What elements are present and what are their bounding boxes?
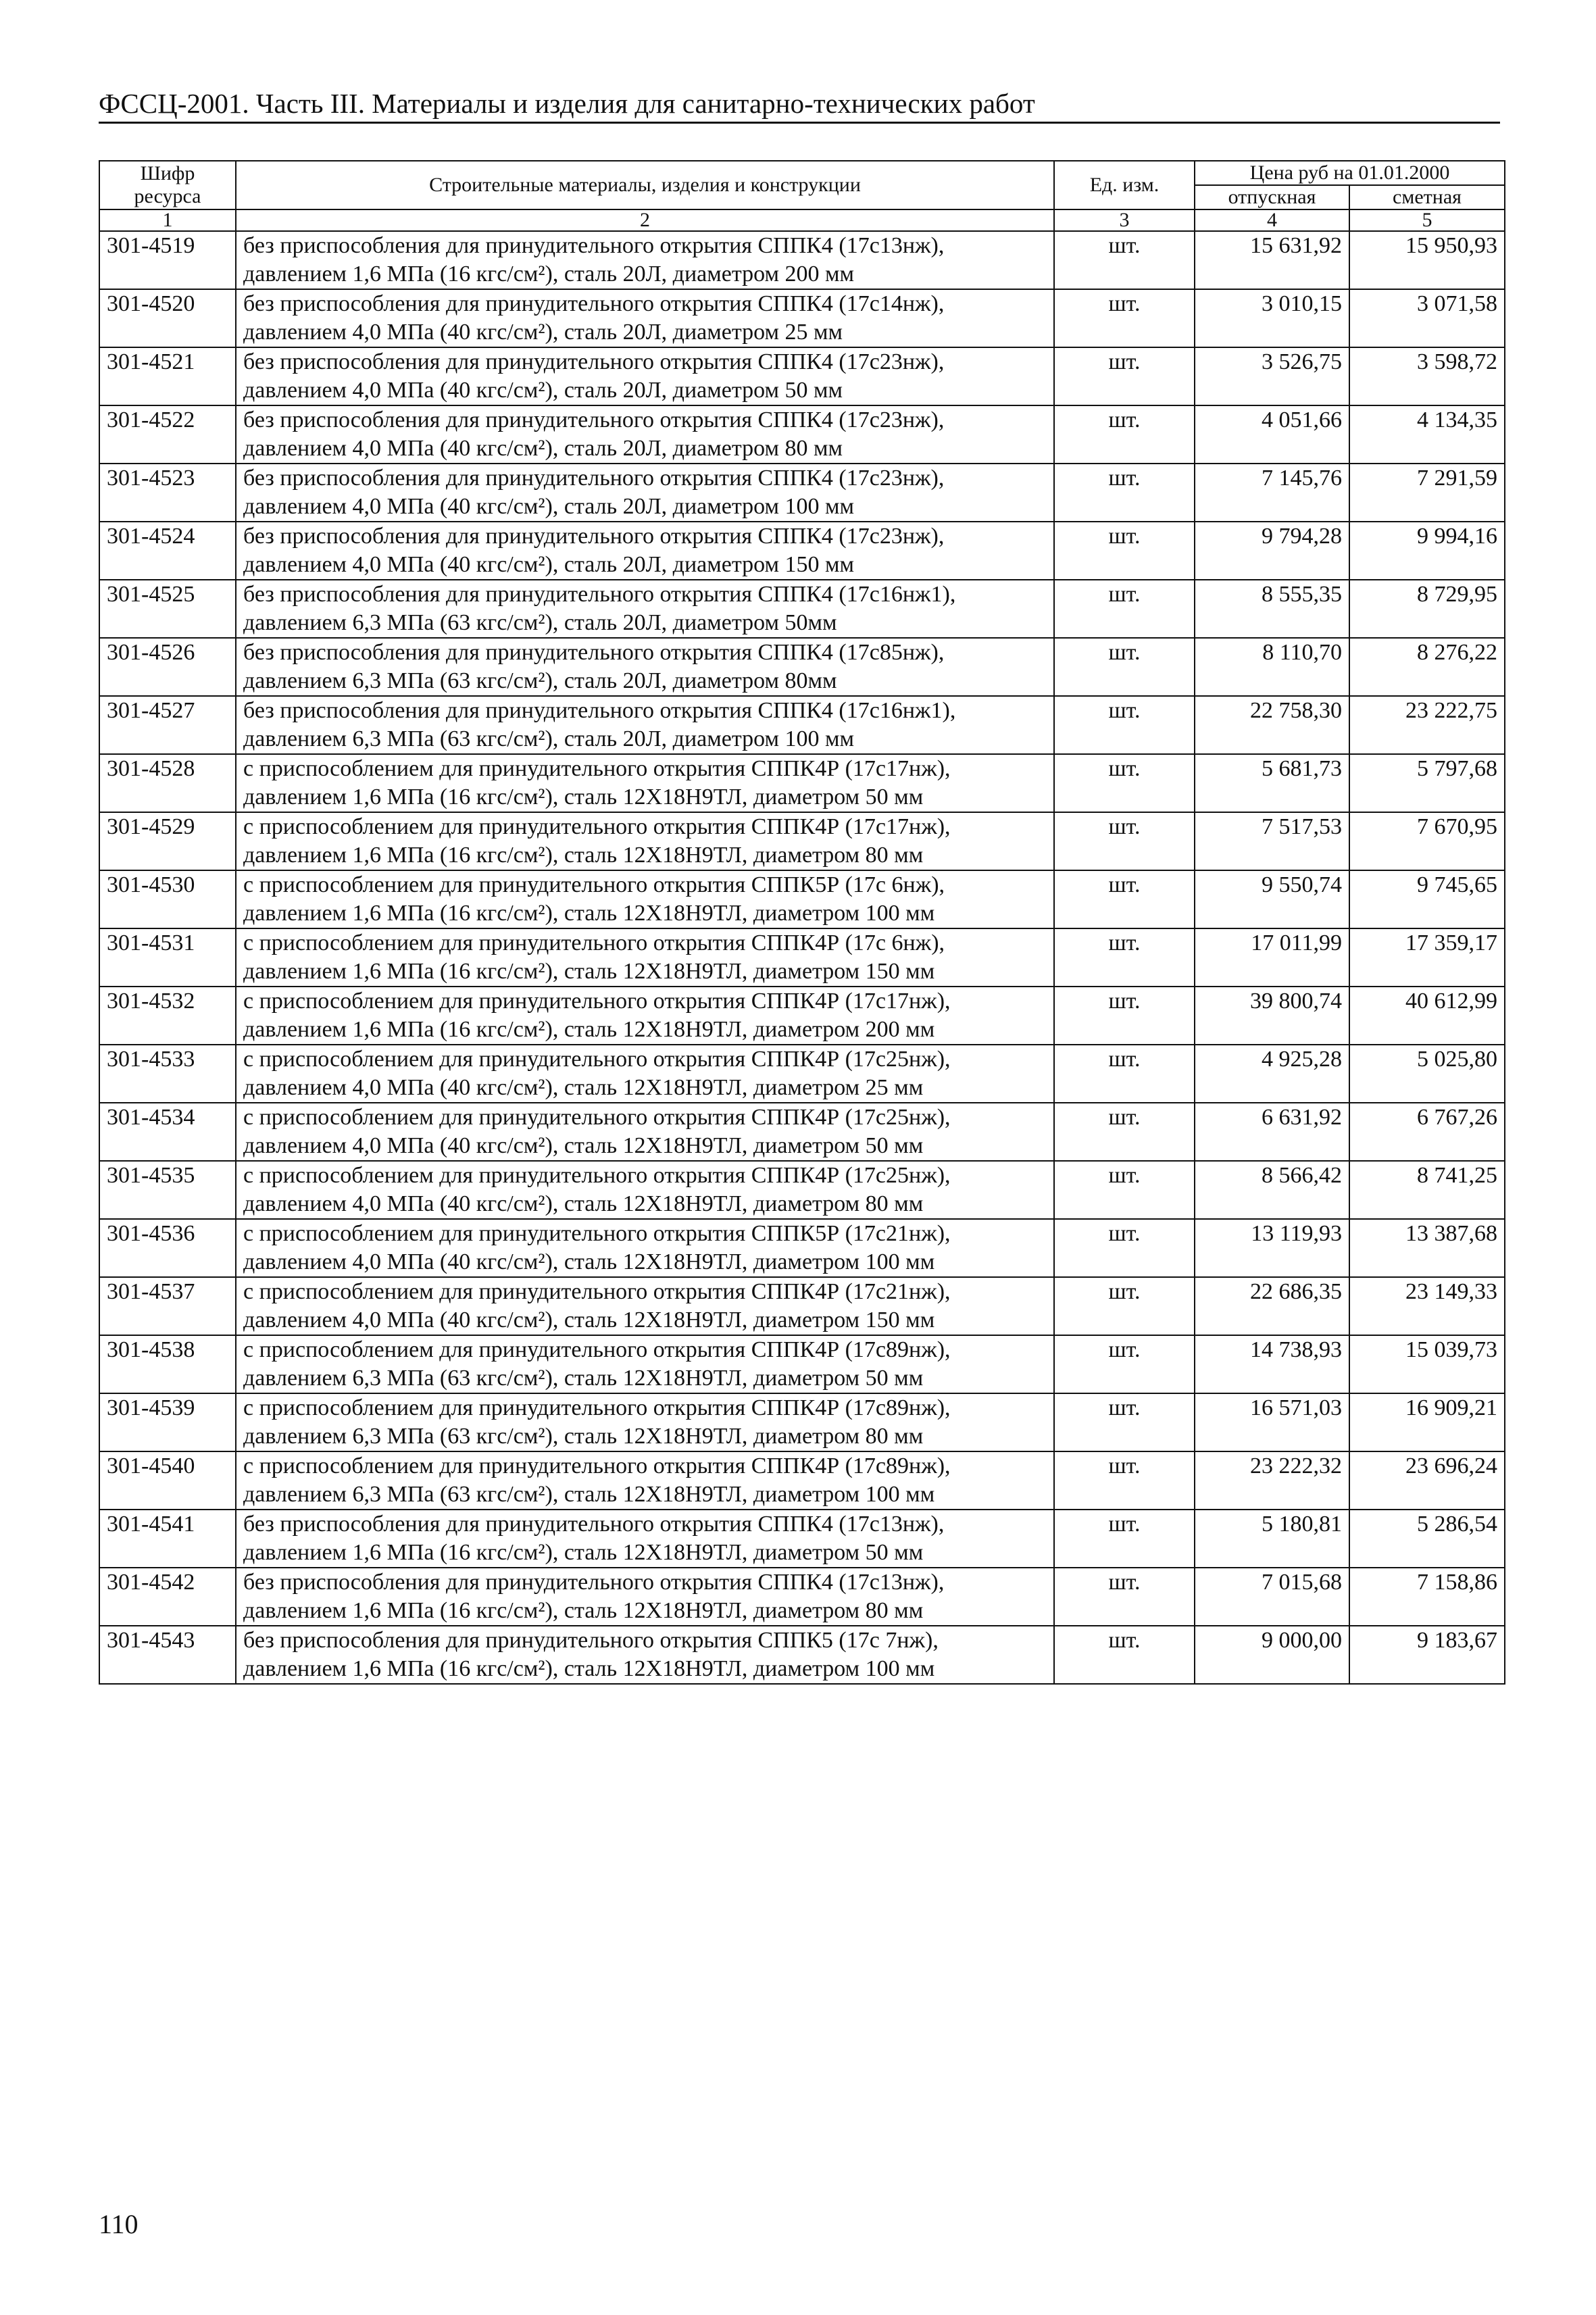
resource-code: 301-4543 — [99, 1626, 236, 1684]
unit-cell: шт. — [1054, 1626, 1195, 1684]
estimate-price: 15 950,93 — [1349, 231, 1505, 289]
estimate-price: 9 745,65 — [1349, 870, 1505, 928]
header-unit: Ед. изм. — [1054, 161, 1195, 209]
release-price: 8 110,70 — [1195, 638, 1349, 696]
release-price: 9 794,28 — [1195, 522, 1349, 580]
estimate-price: 3 071,58 — [1349, 289, 1505, 347]
unit-cell: шт. — [1054, 231, 1195, 289]
table-row — [99, 754, 1505, 812]
item-description: с приспособлением для принудительного открытия СППК4Р (17с89нж), давлением 6,3 МПа (63 кгс/см²), сталь 12Х18Н9ТЛ, диаметром 50 мм — [236, 1335, 1054, 1393]
resource-code: 301-4536 — [99, 1219, 236, 1277]
item-description: без приспособления для принудительного открытия СППК4 (17с13нж), давлением 1,6 МПа (16 кгс/см²), сталь 12Х18Н9ТЛ, диаметром 80 мм — [236, 1568, 1054, 1626]
unit-cell: шт. — [1054, 289, 1195, 347]
release-price: 9 550,74 — [1195, 870, 1349, 928]
estimate-price: 9 994,16 — [1349, 522, 1505, 580]
release-price: 39 800,74 — [1195, 987, 1349, 1045]
estimate-price: 7 291,59 — [1349, 464, 1505, 522]
unit-cell: шт. — [1054, 347, 1195, 405]
estimate-price: 7 158,86 — [1349, 1568, 1505, 1626]
table-row — [99, 1626, 1505, 1684]
unit-cell: шт. — [1054, 1335, 1195, 1393]
estimate-price: 6 767,26 — [1349, 1103, 1505, 1161]
resource-code: 301-4523 — [99, 464, 236, 522]
table-row — [99, 1510, 1505, 1568]
release-price: 3 526,75 — [1195, 347, 1349, 405]
resource-code: 301-4530 — [99, 870, 236, 928]
resource-code: 301-4522 — [99, 405, 236, 464]
item-description: без приспособления для принудительного открытия СППК4 (17с23нж), давлением 4,0 МПа (40 кгс/см²), сталь 20Л, диаметром 150 мм — [236, 522, 1054, 580]
column-number-row — [99, 209, 1505, 231]
table-row — [99, 1568, 1505, 1626]
table-row — [99, 812, 1505, 870]
estimate-price: 8 741,25 — [1349, 1161, 1505, 1219]
resource-code: 301-4529 — [99, 812, 236, 870]
header-price-group: Цена руб на 01.01.2000 — [1195, 161, 1505, 185]
column-number: 5 — [1349, 209, 1505, 231]
resource-code: 301-4540 — [99, 1451, 236, 1510]
header-price-release: отпускная — [1195, 185, 1349, 209]
resource-code: 301-4542 — [99, 1568, 236, 1626]
item-description: с приспособлением для принудительного открытия СППК4Р (17с25нж), давлением 4,0 МПа (40 кгс/см²), сталь 12Х18Н9ТЛ, диаметром 80 мм — [236, 1161, 1054, 1219]
resource-code: 301-4526 — [99, 638, 236, 696]
resource-code: 301-4528 — [99, 754, 236, 812]
estimate-price: 17 359,17 — [1349, 928, 1505, 987]
resource-code: 301-4532 — [99, 987, 236, 1045]
estimate-price: 3 598,72 — [1349, 347, 1505, 405]
header-name: Строительные материалы, изделия и конструкции — [236, 161, 1054, 209]
table-row — [99, 1451, 1505, 1510]
column-number: 3 — [1054, 209, 1195, 231]
column-number: 1 — [99, 209, 236, 231]
table-row — [99, 928, 1505, 987]
table-row — [99, 1045, 1505, 1103]
release-price: 15 631,92 — [1195, 231, 1349, 289]
column-number: 4 — [1195, 209, 1349, 231]
item-description: без приспособления для принудительного открытия СППК4 (17с13нж), давлением 1,6 МПа (16 кгс/см²), сталь 20Л, диаметром 200 мм — [236, 231, 1054, 289]
unit-cell: шт. — [1054, 1161, 1195, 1219]
item-description: с приспособлением для принудительного открытия СППК5Р (17с21нж), давлением 4,0 МПа (40 кгс/см²), сталь 12Х18Н9ТЛ, диаметром 100 мм — [236, 1219, 1054, 1277]
header-price-estimate: сметная — [1349, 185, 1505, 209]
resource-code: 301-4531 — [99, 928, 236, 987]
table-row — [99, 231, 1505, 289]
table-row — [99, 347, 1505, 405]
unit-cell: шт. — [1054, 1045, 1195, 1103]
table-row — [99, 289, 1505, 347]
item-description: без приспособления для принудительного открытия СППК4 (17с23нж), давлением 4,0 МПа (40 кгс/см²), сталь 20Л, диаметром 50 мм — [236, 347, 1054, 405]
item-description: с приспособлением для принудительного открытия СППК4Р (17с17нж), давлением 1,6 МПа (16 кгс/см²), сталь 12Х18Н9ТЛ, диаметром 50 мм — [236, 754, 1054, 812]
item-description: без приспособления для принудительного открытия СППК4 (17с14нж), давлением 4,0 МПа (40 кгс/см²), сталь 20Л, диаметром 25 мм — [236, 289, 1054, 347]
resource-code: 301-4527 — [99, 696, 236, 754]
resource-code: 301-4520 — [99, 289, 236, 347]
table-row — [99, 1103, 1505, 1161]
page-number: 110 — [99, 2209, 139, 2239]
release-price: 8 555,35 — [1195, 580, 1349, 638]
unit-cell: шт. — [1054, 1568, 1195, 1626]
resource-code: 301-4534 — [99, 1103, 236, 1161]
item-description: с приспособлением для принудительного открытия СППК4Р (17с21нж), давлением 4,0 МПа (40 кгс/см²), сталь 12Х18Н9ТЛ, диаметром 150 мм — [236, 1277, 1054, 1335]
release-price: 13 119,93 — [1195, 1219, 1349, 1277]
estimate-price: 13 387,68 — [1349, 1219, 1505, 1277]
release-price: 7 015,68 — [1195, 1568, 1349, 1626]
item-description: с приспособлением для принудительного открытия СППК5Р (17с 6нж), давлением 1,6 МПа (16 кгс/см²), сталь 12Х18Н9ТЛ, диаметром 100 мм — [236, 870, 1054, 928]
unit-cell: шт. — [1054, 928, 1195, 987]
unit-cell: шт. — [1054, 812, 1195, 870]
estimate-price: 5 025,80 — [1349, 1045, 1505, 1103]
resource-code: 301-4541 — [99, 1510, 236, 1568]
table-row — [99, 405, 1505, 464]
release-price: 22 686,35 — [1195, 1277, 1349, 1335]
resource-code: 301-4519 — [99, 231, 236, 289]
header-row — [99, 161, 1505, 185]
estimate-price: 4 134,35 — [1349, 405, 1505, 464]
table-row — [99, 1161, 1505, 1219]
table-row — [99, 464, 1505, 522]
item-description: без приспособления для принудительного открытия СППК4 (17с16нж1), давлением 6,3 МПа (63 кгс/см²), сталь 20Л, диаметром 100 мм — [236, 696, 1054, 754]
unit-cell: шт. — [1054, 1393, 1195, 1451]
estimate-price: 7 670,95 — [1349, 812, 1505, 870]
unit-cell: шт. — [1054, 1277, 1195, 1335]
estimate-price: 5 286,54 — [1349, 1510, 1505, 1568]
release-price: 5 681,73 — [1195, 754, 1349, 812]
price-table — [99, 160, 1505, 1685]
unit-cell: шт. — [1054, 1219, 1195, 1277]
unit-cell: шт. — [1054, 1451, 1195, 1510]
table-row — [99, 870, 1505, 928]
item-description: с приспособлением для принудительного открытия СППК4Р (17с17нж), давлением 1,6 МПа (16 кгс/см²), сталь 12Х18Н9ТЛ, диаметром 80 мм — [236, 812, 1054, 870]
unit-cell: шт. — [1054, 754, 1195, 812]
release-price: 16 571,03 — [1195, 1393, 1349, 1451]
resource-code: 301-4533 — [99, 1045, 236, 1103]
estimate-price: 15 039,73 — [1349, 1335, 1505, 1393]
estimate-price: 8 276,22 — [1349, 638, 1505, 696]
item-description: с приспособлением для принудительного открытия СППК4Р (17с17нж), давлением 1,6 МПа (16 кгс/см²), сталь 12Х18Н9ТЛ, диаметром 200 мм — [236, 987, 1054, 1045]
item-description: без приспособления для принудительного открытия СППК5 (17с 7нж), давлением 1,6 МПа (16 кгс/см²), сталь 12Х18Н9ТЛ, диаметром 100 мм — [236, 1626, 1054, 1684]
resource-code: 301-4524 — [99, 522, 236, 580]
table-row — [99, 1335, 1505, 1393]
item-description: без приспособления для принудительного открытия СППК4 (17с13нж), давлением 1,6 МПа (16 кгс/см²), сталь 12Х18Н9ТЛ, диаметром 50 мм — [236, 1510, 1054, 1568]
release-price: 23 222,32 — [1195, 1451, 1349, 1510]
unit-cell: шт. — [1054, 870, 1195, 928]
release-price: 6 631,92 — [1195, 1103, 1349, 1161]
resource-code: 301-4525 — [99, 580, 236, 638]
release-price: 4 051,66 — [1195, 405, 1349, 464]
unit-cell: шт. — [1054, 464, 1195, 522]
release-price: 22 758,30 — [1195, 696, 1349, 754]
table-row — [99, 1277, 1505, 1335]
unit-cell: шт. — [1054, 405, 1195, 464]
column-number: 2 — [236, 209, 1054, 231]
estimate-price: 9 183,67 — [1349, 1626, 1505, 1684]
estimate-price: 8 729,95 — [1349, 580, 1505, 638]
item-description: с приспособлением для принудительного открытия СППК4Р (17с25нж), давлением 4,0 МПа (40 кгс/см²), сталь 12Х18Н9ТЛ, диаметром 25 мм — [236, 1045, 1054, 1103]
unit-cell: шт. — [1054, 580, 1195, 638]
item-description: без приспособления для принудительного открытия СППК4 (17с16нж1), давлением 6,3 МПа (63 кгс/см²), сталь 20Л, диаметром 50мм — [236, 580, 1054, 638]
table-row — [99, 1393, 1505, 1451]
unit-cell: шт. — [1054, 522, 1195, 580]
unit-cell: шт. — [1054, 1103, 1195, 1161]
item-description: с приспособлением для принудительного открытия СППК4Р (17с25нж), давлением 4,0 МПа (40 кгс/см²), сталь 12Х18Н9ТЛ, диаметром 50 мм — [236, 1103, 1054, 1161]
resource-code: 301-4539 — [99, 1393, 236, 1451]
table-row — [99, 987, 1505, 1045]
table-row — [99, 580, 1505, 638]
release-price: 7 145,76 — [1195, 464, 1349, 522]
estimate-price: 16 909,21 — [1349, 1393, 1505, 1451]
item-description: без приспособления для принудительного открытия СППК4 (17с23нж), давлением 4,0 МПа (40 кгс/см²), сталь 20Л, диаметром 100 мм — [236, 464, 1054, 522]
unit-cell: шт. — [1054, 1510, 1195, 1568]
item-description: без приспособления для принудительного открытия СППК4 (17с85нж), давлением 6,3 МПа (63 кгс/см²), сталь 20Л, диаметром 80мм — [236, 638, 1054, 696]
table-row — [99, 1219, 1505, 1277]
estimate-price: 23 696,24 — [1349, 1451, 1505, 1510]
release-price: 9 000,00 — [1195, 1626, 1349, 1684]
estimate-price: 23 222,75 — [1349, 696, 1505, 754]
estimate-price: 5 797,68 — [1349, 754, 1505, 812]
resource-code: 301-4537 — [99, 1277, 236, 1335]
resource-code: 301-4535 — [99, 1161, 236, 1219]
table-row — [99, 522, 1505, 580]
table-row — [99, 696, 1505, 754]
release-price: 17 011,99 — [1195, 928, 1349, 987]
table-row — [99, 638, 1505, 696]
unit-cell: шт. — [1054, 696, 1195, 754]
estimate-price: 23 149,33 — [1349, 1277, 1505, 1335]
unit-cell: шт. — [1054, 638, 1195, 696]
resource-code: 301-4538 — [99, 1335, 236, 1393]
release-price: 8 566,42 — [1195, 1161, 1349, 1219]
release-price: 3 010,15 — [1195, 289, 1349, 347]
resource-code: 301-4521 — [99, 347, 236, 405]
item-description: без приспособления для принудительного открытия СППК4 (17с23нж), давлением 4,0 МПа (40 кгс/см²), сталь 20Л, диаметром 80 мм — [236, 405, 1054, 464]
release-price: 5 180,81 — [1195, 1510, 1349, 1568]
release-price: 4 925,28 — [1195, 1045, 1349, 1103]
table-body — [99, 231, 1505, 1684]
header-code: Шифр ресурса — [99, 161, 236, 209]
estimate-price: 40 612,99 — [1349, 987, 1505, 1045]
item-description: с приспособлением для принудительного открытия СППК4Р (17с 6нж), давлением 1,6 МПа (16 кгс/см²), сталь 12Х18Н9ТЛ, диаметром 150 мм — [236, 928, 1054, 987]
item-description: с приспособлением для принудительного открытия СППК4Р (17с89нж), давлением 6,3 МПа (63 кгс/см²), сталь 12Х18Н9ТЛ, диаметром 100 мм — [236, 1451, 1054, 1510]
release-price: 7 517,53 — [1195, 812, 1349, 870]
page-header: ФССЦ-2001. Часть III. Материалы и изделия для санитарно-технических работ — [99, 86, 1500, 124]
unit-cell: шт. — [1054, 987, 1195, 1045]
release-price: 14 738,93 — [1195, 1335, 1349, 1393]
item-description: с приспособлением для принудительного открытия СППК4Р (17с89нж), давлением 6,3 МПа (63 кгс/см²), сталь 12Х18Н9ТЛ, диаметром 80 мм — [236, 1393, 1054, 1451]
